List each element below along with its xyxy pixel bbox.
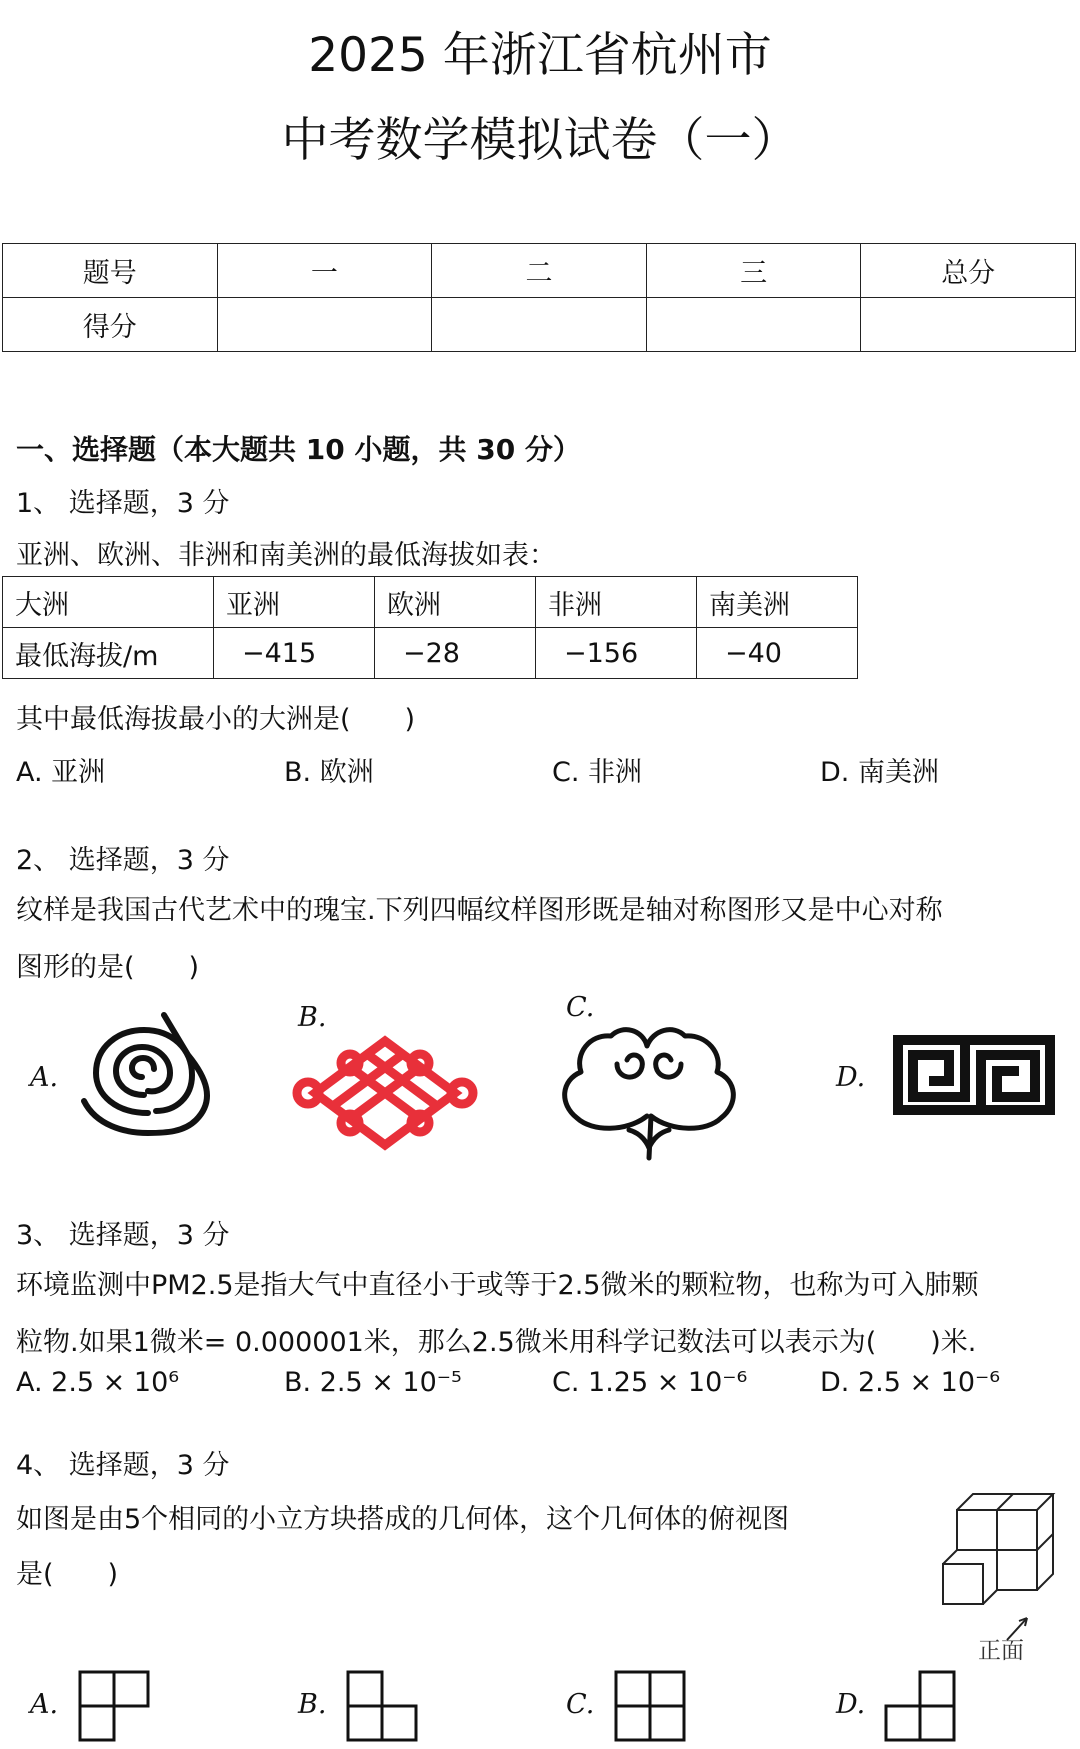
altitude-header-cell: 大洲 xyxy=(3,577,214,628)
top-view-option-c[interactable] xyxy=(614,1670,686,1742)
chinese-knot-icon[interactable] xyxy=(290,1035,480,1151)
altitude-value: −415 xyxy=(214,628,375,679)
spiral-pattern-icon[interactable] xyxy=(76,1005,226,1145)
meander-pattern-icon[interactable] xyxy=(893,1035,1055,1115)
score-header-cell: 题号 xyxy=(3,244,218,298)
altitude-value: −156 xyxy=(536,628,697,679)
cube-stack-figure xyxy=(935,1488,1060,1628)
question-2-label-c[interactable]: C. xyxy=(566,992,595,1023)
altitude-table-header-row xyxy=(3,577,858,628)
question-2-label-a[interactable]: A. xyxy=(30,1062,59,1093)
altitude-row-label: 最低海拔/m xyxy=(3,628,214,679)
score-header-cell: 三 xyxy=(646,244,861,298)
question-4-header: 4、 选择题，3 分 xyxy=(16,1450,230,1481)
page-title-line1: 2025 年浙江省杭州市 xyxy=(308,28,772,83)
question-1-stem: 其中最低海拔最小的大洲是( ) xyxy=(16,704,416,735)
top-view-option-d[interactable] xyxy=(884,1670,956,1742)
top-view-option-b[interactable] xyxy=(346,1670,418,1742)
question-4-label-d[interactable]: D. xyxy=(836,1689,866,1720)
score-header-cell: 总分 xyxy=(861,244,1076,298)
altitude-header-cell: 南美洲 xyxy=(697,577,858,628)
question-4-stem-line1: 如图是由5个相同的小立方块搭成的几何体，这个几何体的俯视图 xyxy=(16,1504,790,1535)
score-header-cell: 一 xyxy=(217,244,432,298)
page-title-line2: 中考数学模拟试卷（一） xyxy=(281,113,799,168)
score-table xyxy=(2,243,1076,352)
question-3-option-b[interactable]: B. 2.5 × 10⁻⁵ xyxy=(284,1367,462,1398)
question-4-label-b[interactable]: B. xyxy=(298,1689,327,1720)
question-1-header: 1、 选择题，3 分 xyxy=(16,488,230,519)
top-view-option-a[interactable] xyxy=(78,1670,150,1742)
score-cell[interactable] xyxy=(861,298,1076,352)
question-3-option-c[interactable]: C. 1.25 × 10⁻⁶ xyxy=(552,1367,748,1398)
score-header-cell: 二 xyxy=(432,244,647,298)
question-3-stem-line1: 环境监测中PM2.5是指大气中直径小于或等于2.5微米的颗粒物，也称为可入肺颗 xyxy=(16,1270,979,1301)
question-4-label-a[interactable]: A. xyxy=(30,1689,59,1720)
score-table-row xyxy=(3,298,1076,352)
question-2-stem-line1: 纹样是我国古代艺术中的瑰宝.下列四幅纹样图形既是轴对称图形又是中心对称 xyxy=(16,895,943,926)
question-3-option-a[interactable]: A. 2.5 × 10⁶ xyxy=(16,1367,180,1398)
question-4-stem-line2: 是( ) xyxy=(16,1559,119,1590)
score-cell[interactable] xyxy=(646,298,861,352)
altitude-header-cell: 亚洲 xyxy=(214,577,375,628)
question-3-option-d[interactable]: D. 2.5 × 10⁻⁶ xyxy=(820,1367,1001,1398)
altitude-header-cell: 欧洲 xyxy=(375,577,536,628)
altitude-table-row xyxy=(3,628,858,679)
question-2-stem-line2: 图形的是( ) xyxy=(16,952,200,983)
altitude-table xyxy=(2,576,858,679)
question-2-header: 2、 选择题，3 分 xyxy=(16,845,230,876)
question-1-option-d[interactable]: D. 南美洲 xyxy=(820,757,939,788)
altitude-value: −28 xyxy=(375,628,536,679)
question-2-label-d[interactable]: D. xyxy=(836,1062,866,1093)
question-4-label-c[interactable]: C. xyxy=(566,1689,595,1720)
question-1-option-b[interactable]: B. 欧洲 xyxy=(284,757,374,788)
section-heading: 一、选择题（本大题共 10 小题，共 30 分） xyxy=(16,433,581,466)
altitude-value: −40 xyxy=(697,628,858,679)
cloud-pattern-icon[interactable] xyxy=(557,1020,742,1165)
question-1-option-c[interactable]: C. 非洲 xyxy=(552,757,643,788)
score-cell[interactable] xyxy=(432,298,647,352)
score-table-header-row xyxy=(3,244,1076,298)
question-1-option-a[interactable]: A. 亚洲 xyxy=(16,757,106,788)
score-row-label: 得分 xyxy=(3,298,218,352)
question-3-stem-line2: 粒物.如果1微米= 0.000001米，那么2.5微米用科学记数法可以表示为( )米. xyxy=(16,1327,977,1358)
question-1-intro: 亚洲、欧洲、非洲和南美洲的最低海拔如表： xyxy=(16,540,556,571)
altitude-header-cell: 非洲 xyxy=(536,577,697,628)
score-cell[interactable] xyxy=(217,298,432,352)
question-3-header: 3、 选择题，3 分 xyxy=(16,1220,230,1251)
front-view-label: 正面 xyxy=(978,1638,1024,1664)
question-2-label-b[interactable]: B. xyxy=(298,1002,327,1033)
